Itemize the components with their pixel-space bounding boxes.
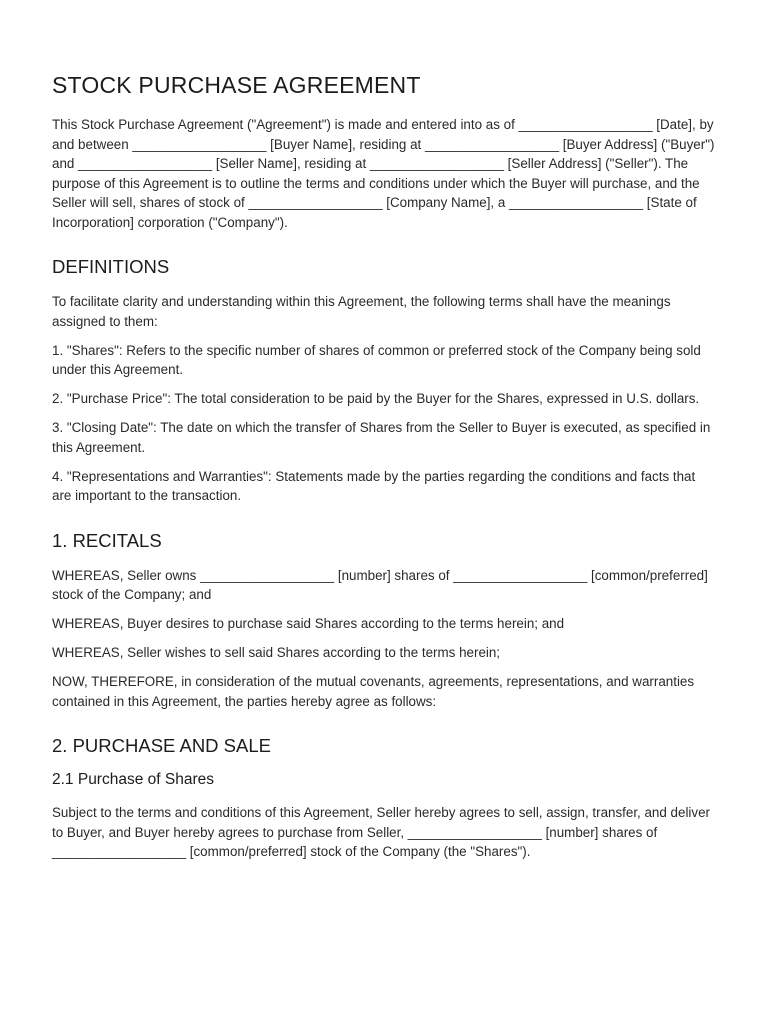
- purchase-heading: 2. PURCHASE AND SALE: [52, 735, 271, 756]
- recital-paragraph: WHEREAS, Seller owns __________________ [number] shares of __________________ [common/preferred] stock of the Company; and: [52, 567, 708, 602]
- definition-item: 2. "Purchase Price": The total consideration to be paid by the Buyer for the Shares, expressed in U.S. dollars.: [52, 391, 700, 406]
- intro-paragraph: This Stock Purchase Agreement ("Agreement") is made and entered into as of __________________ [Date], by and between __________________ [Buyer Name], residing at __________________ [Buyer Address] ("Buyer") and __________________ [Seller Name], residing at __________________ [Seller Address] ("Seller"). The purpose of this Agreement is to outline the terms and conditions under which the Buyer will purchase, and the Seller will sell, shares of stock of __________________ [Company Name], a __________________ [State of Incorporation] corporation ("Company").: [52, 117, 715, 230]
- recital-paragraph: WHEREAS, Seller wishes to sell said Shares according to the terms herein;: [52, 645, 501, 660]
- purchase-subheading: 2.1 Purchase of Shares: [52, 771, 214, 788]
- purchase-paragraph: Subject to the terms and conditions of this Agreement, Seller hereby agrees to sell, assign, transfer, and deliver to Buyer, and Buyer hereby agrees to purchase from Seller, __________________ [number] shares of __________________ [common/preferred] stock of the Company (the "Shares").: [52, 805, 710, 859]
- recital-paragraph: WHEREAS, Buyer desires to purchase said Shares according to the terms herein; and: [52, 616, 565, 631]
- definitions-heading: DEFINITIONS: [52, 256, 170, 277]
- definition-item: 1. "Shares": Refers to the specific number of shares of common or preferred stock of the Company being sold under this Agreement.: [52, 342, 701, 377]
- definition-item: 4. "Representations and Warranties": Statements made by the parties regarding the conditions and facts that are important to the transaction.: [52, 468, 696, 503]
- recital-paragraph: NOW, THEREFORE, in consideration of the mutual covenants, agreements, representations, and warranties contained in this Agreement, the parties hereby agree as follows:: [52, 674, 695, 709]
- definitions-intro: To facilitate clarity and understanding within this Agreement, the following terms shall have the meanings assigned to them:: [52, 294, 671, 329]
- recitals-heading: 1. RECITALS: [52, 529, 162, 551]
- document-title: STOCK PURCHASE AGREEMENT: [52, 72, 421, 98]
- definition-item: 3. "Closing Date": The date on which the transfer of Shares from the Seller to Buyer is executed, as specified in this Agreement.: [52, 420, 711, 455]
